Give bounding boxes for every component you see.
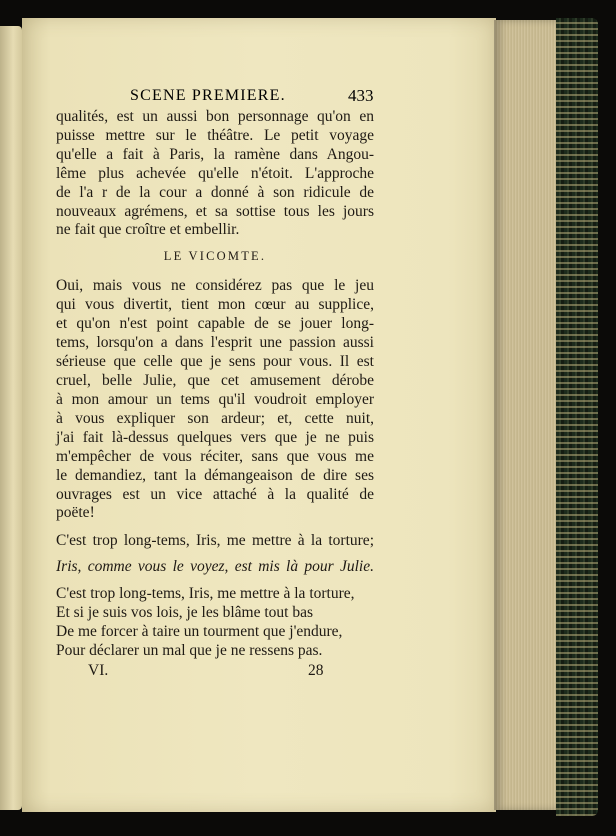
text-line: puisse mettre sur le théâtre. Le petit voyage bbox=[56, 127, 374, 144]
text-line: lême plus achevée qu'elle n'étoit. L'approche bbox=[56, 165, 374, 182]
italic-note: Iris, comme vous le voyez, est mis là pour Julie. bbox=[56, 558, 374, 575]
text-line: qu'elle a fait à Paris, la ramène dans Angou- bbox=[56, 146, 374, 163]
text-line: cruel, belle Julie, que cet amusement dérobe bbox=[56, 372, 374, 389]
text-line: sérieuse que celle que je sens pour vous. Il est bbox=[56, 353, 374, 370]
text-line: qui vous divertit, tient mon cœur au supplice, bbox=[56, 296, 374, 313]
verse-line: C'est trop long-tems, Iris, me mettre à la torture; bbox=[56, 532, 374, 549]
text-line: et qu'on n'est point capable de se jouer long- bbox=[56, 315, 374, 332]
text-line: Oui, mais vous ne considérez pas que le jeu bbox=[56, 277, 374, 294]
text-line: ouvrages est un vice attaché à la qualité de bbox=[56, 486, 374, 503]
text-line: poëte! bbox=[56, 504, 95, 521]
text-line: tems, lorsqu'on a dans l'esprit une passion aussi bbox=[56, 334, 374, 351]
page-number: 433 bbox=[348, 86, 374, 105]
book-binding bbox=[556, 18, 598, 816]
text-line: à vous expliquer son ardeur; et, cette nuit, bbox=[56, 410, 374, 427]
verse-line: C'est trop long-tems, Iris, me mettre à la torture, bbox=[56, 585, 355, 602]
text-line: ne fait que croître et embellir. bbox=[56, 221, 240, 238]
running-head: SCENE PREMIERE. bbox=[130, 87, 286, 104]
text-line: le demandiez, tant la démangeaison de dire ses bbox=[56, 467, 374, 484]
signature-mark: 28 bbox=[308, 662, 324, 679]
text-line: à mon amour un tems qu'il voudroit employer bbox=[56, 391, 374, 408]
text-line: m'empêcher de vous réciter, sans que vous me bbox=[56, 448, 374, 465]
text-line: j'ai fait là-dessus quelques vers que je ne puis bbox=[56, 429, 374, 446]
verse-line: Et si je suis vos lois, je les blâme tout bas bbox=[56, 604, 314, 621]
text-line: nouveaux agrémens, et sa sottise tous les jours bbox=[56, 203, 374, 220]
page-stack-edge bbox=[494, 20, 556, 810]
text-line: qualités, est un aussi bon personnage qu'on en bbox=[56, 108, 374, 125]
speaker-name: LE VICOMTE. bbox=[163, 249, 267, 263]
volume-mark: VI. bbox=[88, 662, 109, 679]
text-line: de l'a r de la cour a donné à son ridicule de bbox=[56, 184, 374, 201]
facing-page-edge bbox=[0, 26, 22, 810]
verse-line: De me forcer à taire un tourment que j'endure, bbox=[56, 623, 343, 640]
verse-line: Pour déclarer un mal que je ne ressens pas. bbox=[56, 642, 323, 659]
